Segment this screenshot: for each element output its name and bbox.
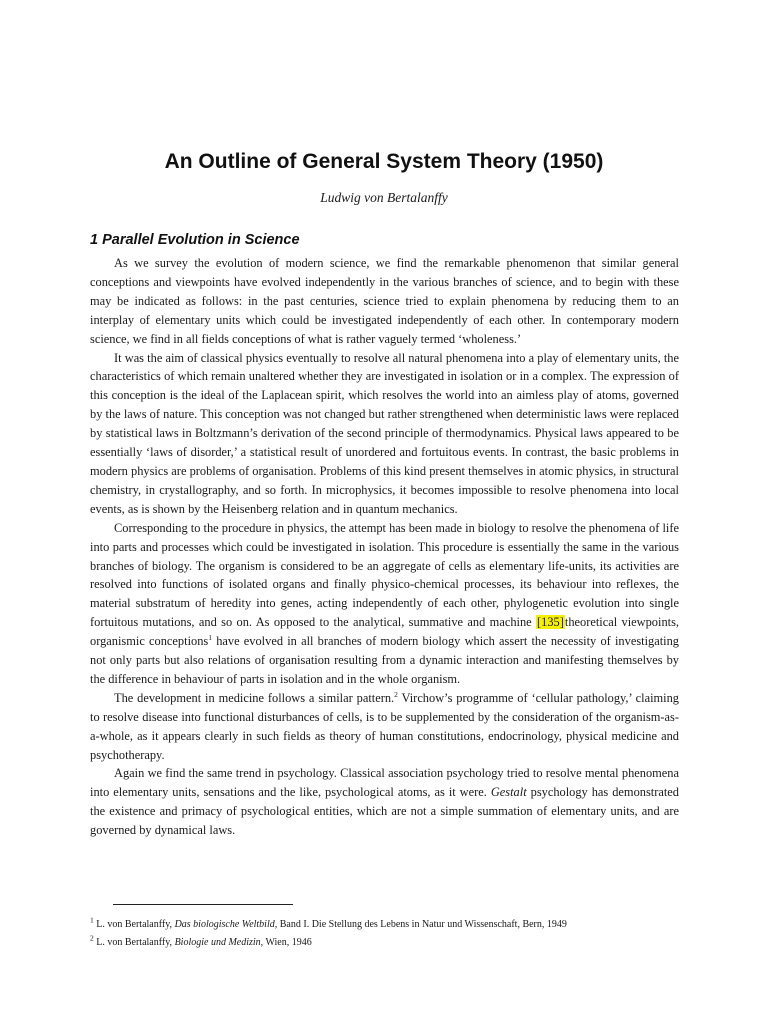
paragraph-4-text-a: The development in medicine follows a similar pattern. <box>114 690 395 705</box>
body-text <box>90 254 679 840</box>
document-title: An Outline of General System Theory (1950) <box>164 150 604 173</box>
paragraph-3-text-a: Corresponding to the procedure in physics, the attempt has been made in biology to resolve the phenomena of life into parts and processes which could be investigated in isolation. This procedure is essentially the same in the various branches of biology. The organism is considered to be an aggregate of cells as elementary life-units, its activities are resolved into functions of isolated organs and finally physico-chemical processes, its behaviour into reflexes, the material substratum of heredity into genes, acting independently of each other, phylogenetic evolution into single fortuitous mutations, and so on. As opposed to the analytical, summative and machine <box>90 520 679 630</box>
footnote-ref-1[interactable]: 1 <box>208 633 212 642</box>
paragraph-5-text-a: Again we find the same trend in psychology. Classical association psychology tried to resolve mental phenomena into elementary units, sensations and the like, psychological atoms, as it were. <box>90 766 679 800</box>
paragraph-3 <box>90 519 679 689</box>
paragraph-1: As we survey the evolution of modern science, we find the remarkable phenomenon that similar general conceptions and viewpoints have evolved independently in the various branches of science, and to begin with these may be indicated as follows: in the past centuries, science tried to explain phenomena by reducing them to an interplay of elementary units which could be investigated independently of each other. In contemporary modern science, we find in all fields conceptions of what is rather vaguely termed ‘wholeness.’ <box>90 256 679 346</box>
footnote-2-number: 2 <box>90 933 94 943</box>
footnote-2-post: Wien, 1946 <box>263 937 312 948</box>
footnote-2-pre: L. von Bertalanffy, <box>93 937 175 948</box>
footnote-divider <box>113 904 293 905</box>
footnote-ref-2[interactable]: 2 <box>394 689 398 699</box>
footnote-1-title: Das biologische Weltbild, <box>174 919 278 930</box>
footnote-2 <box>90 933 312 950</box>
section-heading: 1 Parallel Evolution in Science <box>90 232 300 248</box>
paragraph-3-text-c: have evolved in all branches of modern biology which assert the necessity of investigating not only parts but also relations of organisation resulting from a dynamic interaction and manifesting themselves by the difference in behaviour of parts in isolation and in the whole organism. <box>90 634 679 686</box>
footnote-1-pre: L. von Bertalanffy, <box>93 919 175 930</box>
paragraph-5-text-b: psychology has demonstrated the existence and primacy of psychological entities, which are not a simple summation of elementary units, and are governed by dynamical laws. <box>90 785 679 838</box>
footnote-1 <box>90 915 567 932</box>
footnote-2-title: Biologie und Medizin, <box>174 937 264 948</box>
footnote-1-post: Band I. Die Stellung des Lebens in Natur und Wissenschaft, Bern, 1949 <box>277 919 567 930</box>
page-marker-highlight: [135] <box>537 615 564 630</box>
gestalt-term: Gestalt <box>490 785 527 800</box>
paragraph-2: It was the aim of classical physics eventually to resolve all natural phenomena into a play of elementary units, the characteristics of which remain unaltered whether they are investigated in isolation or in a complex. The expression of this conception is the ideal of the Laplacean spirit, which resolves the world into an aimless play of atoms, governed by the laws of nature. This conception was not changed but rather strengthened when deterministic laws were replaced by statistical laws in Boltzmann’s derivation of the second principle of thermodynamics. Physical laws appeared to be essentially ‘laws of disorder,’ a statistical result of unordered and fortuitous events. In contrast, the basic problems in modern physics are problems of organisation. Problems of this kind present themselves in atomic physics, in structural chemistry, in crystallography, and so forth. In microphysics, it becomes impossible to resolve phenomena into local events, as is shown by the Heisenberg relation and in quantum mechanics. <box>90 350 679 516</box>
paragraph-4-text-b: Virchow’s programme of ‘cellular pathology,’ claiming to resolve disease into functional disturbances of cells, is to be supplemented by the consideration of the organism-as-a-whole, as it appears clearly in such fields as theory of human constitutions, endocrinology, physical medicine and psychotherapy. <box>90 690 679 762</box>
paragraph-3-text-b: theoretical viewpoints, organismic conceptions <box>90 615 680 649</box>
footnote-1-number: 1 <box>90 915 94 925</box>
paragraph-4 <box>90 689 679 765</box>
document-author: Ludwig von Bertalanffy <box>320 190 448 205</box>
paragraph-5 <box>90 764 679 840</box>
